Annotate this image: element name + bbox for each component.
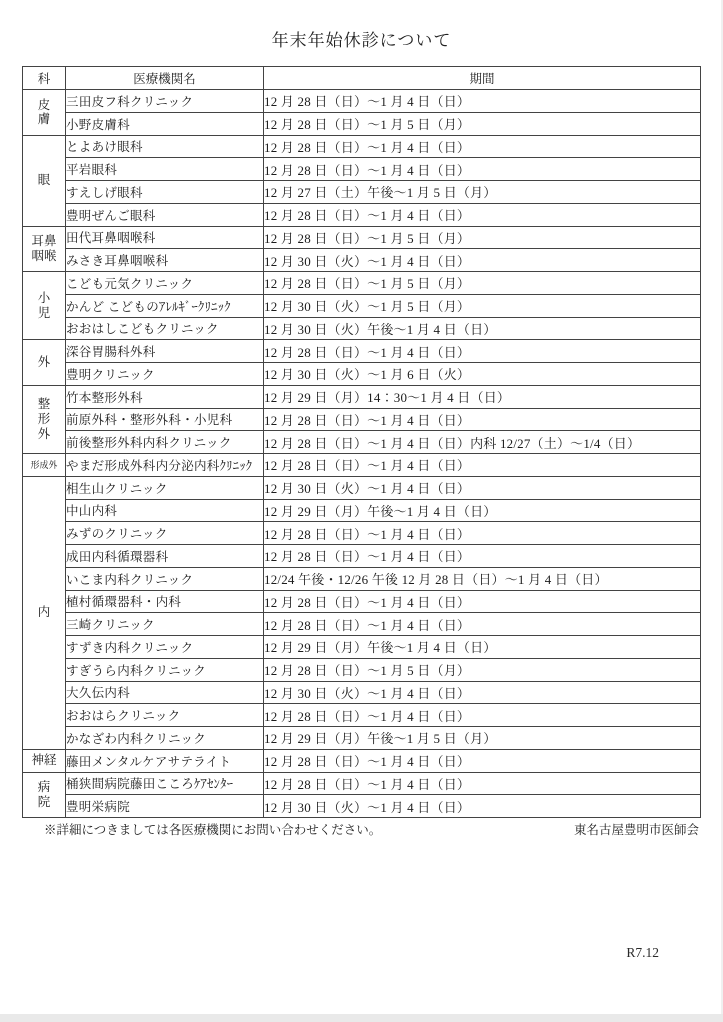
period-cell: 12 月 28 日（日）～1 月 5 日（月）	[264, 658, 701, 681]
institution-cell: 桶狭間病院藤田こころｹｱｾﾝﾀｰ	[66, 772, 264, 795]
table-row	[23, 294, 701, 317]
period-cell: 12 月 28 日（日）～1 月 4 日（日）	[264, 772, 701, 795]
institution-cell: 大久伝内科	[66, 681, 264, 704]
table-row	[23, 772, 701, 795]
period-cell: 12 月 30 日（火）～1 月 4 日（日）	[264, 249, 701, 272]
department-column-header: 科	[23, 67, 66, 90]
institution-cell: 田代耳鼻咽喉科	[66, 226, 264, 249]
institution-cell: 竹本整形外科	[66, 385, 264, 408]
institution-cell: 小野皮膚科	[66, 112, 264, 135]
table-row	[23, 795, 701, 818]
table-row	[23, 658, 701, 681]
period-cell: 12 月 29 日（月）14：30～1 月 4 日（日）	[264, 385, 701, 408]
period-cell: 12 月 28 日（日）～1 月 4 日（日）	[264, 545, 701, 568]
department-cell: 神経	[23, 749, 66, 772]
period-cell: 12 月 28 日（日）～1 月 4 日（日）	[264, 454, 701, 477]
table-row	[23, 567, 701, 590]
institution-cell: 三田皮フ科クリニック	[66, 90, 264, 113]
institution-cell: 成田内科循環器科	[66, 545, 264, 568]
table-row	[23, 408, 701, 431]
period-cell: 12 月 28 日（日）～1 月 5 日（月）	[264, 272, 701, 295]
period-cell: 12 月 28 日（日）～1 月 4 日（日）	[264, 749, 701, 772]
period-cell: 12 月 30 日（火）～1 月 4 日（日）	[264, 476, 701, 499]
institution-cell: 豊明栄病院	[66, 795, 264, 818]
period-cell: 12 月 28 日（日）～1 月 4 日（日）	[264, 340, 701, 363]
institution-cell: 藤田メンタルケアサテライト	[66, 749, 264, 772]
table-row	[23, 590, 701, 613]
table-row	[23, 727, 701, 750]
institution-cell: すえしげ眼科	[66, 181, 264, 204]
period-cell: 12 月 30 日（火）～1 月 6 日（火）	[264, 363, 701, 386]
closure-schedule-table	[22, 66, 701, 818]
table-row	[23, 454, 701, 477]
period-cell: 12 月 28 日（日）～1 月 4 日（日）	[264, 408, 701, 431]
table-row	[23, 545, 701, 568]
table-row	[23, 226, 701, 249]
table-row	[23, 272, 701, 295]
institution-cell: 三崎クリニック	[66, 613, 264, 636]
table-body	[23, 90, 701, 818]
institution-cell: すぎうら内科クリニック	[66, 658, 264, 681]
institution-cell: 豊明ぜんご眼科	[66, 203, 264, 226]
institution-cell: 中山内科	[66, 499, 264, 522]
institution-cell: おおはしこどもクリニック	[66, 317, 264, 340]
table-row	[23, 636, 701, 659]
table-row	[23, 431, 701, 454]
table-row	[23, 749, 701, 772]
period-cell: 12 月 28 日（日）～1 月 4 日（日）	[264, 158, 701, 181]
table-row	[23, 363, 701, 386]
table-row	[23, 704, 701, 727]
table-row	[23, 385, 701, 408]
period-cell: 12 月 30 日（火）～1 月 4 日（日）	[264, 681, 701, 704]
table-row	[23, 135, 701, 158]
period-cell: 12 月 28 日（日）～1 月 4 日（日）	[264, 704, 701, 727]
page-edge-bottom	[0, 1014, 723, 1022]
table-row	[23, 203, 701, 226]
period-cell: 12 月 28 日（日）～1 月 4 日（日）	[264, 203, 701, 226]
table-row	[23, 476, 701, 499]
period-cell: 12/24 午後・12/26 午後 12 月 28 日（日）～1 月 4 日（日）	[264, 567, 701, 590]
table-row	[23, 522, 701, 545]
period-cell: 12 月 28 日（日）～1 月 4 日（日）	[264, 590, 701, 613]
institution-cell: かなざわ内科クリニック	[66, 727, 264, 750]
institution-cell: とよあけ眼科	[66, 135, 264, 158]
department-cell: 病 院	[23, 772, 66, 818]
footer-note: ※詳細につきましては各医療機関にお問い合わせください。	[44, 823, 382, 837]
institution-cell: すずき内科クリニック	[66, 636, 264, 659]
period-cell: 12 月 29 日（月）午後～1 月 4 日（日）	[264, 636, 701, 659]
institution-cell: かんど こどものｱﾚﾙｷﾞｰｸﾘﾆｯｸ	[66, 294, 264, 317]
table-row	[23, 249, 701, 272]
department-cell: 耳鼻 咽喉	[23, 226, 66, 272]
institution-cell: 前原外科・整形外科・小児科	[66, 408, 264, 431]
table-row	[23, 158, 701, 181]
institution-cell: みずのクリニック	[66, 522, 264, 545]
period-cell: 12 月 28 日（日）～1 月 4 日（日）	[264, 613, 701, 636]
period-cell: 12 月 28 日（日）～1 月 5 日（月）	[264, 226, 701, 249]
department-cell: 整 形 外	[23, 385, 66, 453]
institution-cell: 植村循環器科・内科	[66, 590, 264, 613]
revision-mark: R7.12	[626, 945, 659, 960]
table-row	[23, 340, 701, 363]
period-cell: 12 月 28 日（日）～1 月 4 日（日）	[264, 522, 701, 545]
table-header-row	[23, 67, 701, 90]
period-cell: 12 月 29 日（月）午後～1 月 5 日（月）	[264, 727, 701, 750]
institution-column-header: 医療機関名	[66, 67, 264, 90]
institution-cell: 豊明クリニック	[66, 363, 264, 386]
table-row	[23, 181, 701, 204]
department-cell: 外	[23, 340, 66, 386]
period-cell: 12 月 28 日（日）～1 月 4 日（日）内科 12/27（土）～1/4（日）	[264, 431, 701, 454]
institution-cell: 平岩眼科	[66, 158, 264, 181]
period-cell: 12 月 30 日（火）午後～1 月 4 日（日）	[264, 317, 701, 340]
period-column-header: 期間	[264, 67, 701, 90]
department-cell: 皮 膚	[23, 90, 66, 136]
table-row	[23, 90, 701, 113]
department-cell: 眼	[23, 135, 66, 226]
institution-cell: 前後整形外科内科クリニック	[66, 431, 264, 454]
institution-cell: おおはらクリニック	[66, 704, 264, 727]
footer	[22, 820, 700, 838]
period-cell: 12 月 28 日（日）～1 月 4 日（日）	[264, 90, 701, 113]
institution-cell: 相生山クリニック	[66, 476, 264, 499]
page-title: 年末年始休診について	[271, 31, 452, 50]
department-cell: 小 児	[23, 272, 66, 340]
institution-cell: こども元気クリニック	[66, 272, 264, 295]
period-cell: 12 月 30 日（火）～1 月 5 日（月）	[264, 294, 701, 317]
footer-organization: 東名古屋豊明市医師会	[573, 823, 699, 837]
table-row	[23, 499, 701, 522]
institution-cell: やまだ形成外科内分泌内科ｸﾘﾆｯｸ	[66, 454, 264, 477]
department-cell: 内	[23, 476, 66, 749]
table-row	[23, 317, 701, 340]
period-cell: 12 月 29 日（月）午後～1 月 4 日（日）	[264, 499, 701, 522]
institution-cell: いこま内科クリニック	[66, 567, 264, 590]
department-cell: 形成外	[23, 454, 66, 477]
period-cell: 12 月 28 日（日）～1 月 5 日（月）	[264, 112, 701, 135]
table-row	[23, 112, 701, 135]
period-cell: 12 月 30 日（火）～1 月 4 日（日）	[264, 795, 701, 818]
institution-cell: みさき耳鼻咽喉科	[66, 249, 264, 272]
table-row	[23, 613, 701, 636]
period-cell: 12 月 28 日（日）～1 月 4 日（日）	[264, 135, 701, 158]
period-cell: 12 月 27 日（土）午後～1 月 5 日（月）	[264, 181, 701, 204]
institution-cell: 深谷胃腸科外科	[66, 340, 264, 363]
table-row	[23, 681, 701, 704]
